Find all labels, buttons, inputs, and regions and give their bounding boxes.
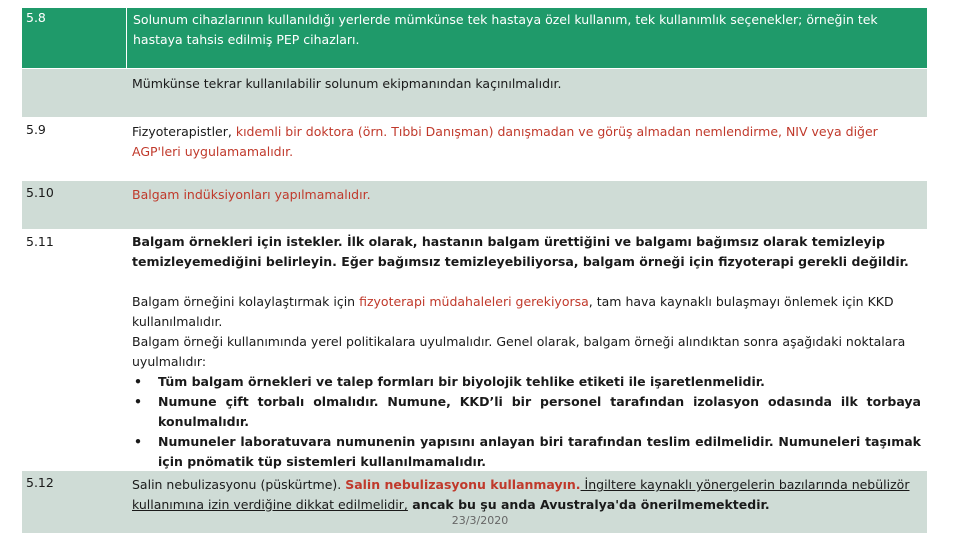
list-item <box>132 372 921 392</box>
list-item <box>132 392 921 432</box>
row-number: 5.9 <box>26 122 46 137</box>
table-row <box>22 230 927 471</box>
text-span: , tam hava kaynaklı bulaşmayı önlemek için KKD kullanılmalıdır. <box>132 294 894 329</box>
footer-date: 23/3/2020 <box>451 514 509 527</box>
bullet-icon: • <box>134 434 142 449</box>
row-number: 5.10 <box>26 185 54 200</box>
row-text: Mümkünse tekrar kullanılabilir solunum ekipmanından kaçınılmalıdır. <box>132 76 562 91</box>
guideline-table <box>22 8 927 534</box>
row-number: 5.8 <box>26 10 46 25</box>
table-row <box>22 118 927 181</box>
text-span: Balgam örneğini kolaylaştırmak için <box>132 294 360 309</box>
row-text <box>126 230 927 470</box>
list-item-text: Numune çift torbalı olmalıdır. Numune, KKD’li bir personel tarafından izolasyon odasında ilk torbaya konulmalıdır. <box>158 394 921 429</box>
list-item <box>132 432 921 472</box>
row-number: 5.12 <box>26 475 54 490</box>
row-text: Balgam indüksiyonları yapılmamalıdır. <box>132 187 371 202</box>
row-text-part: Fizyoterapistler, <box>132 124 236 139</box>
text-highlight: fizyoterapi müdahaleleri gerekiyorsa <box>359 294 589 309</box>
row-text-highlight: kıdemli bir doktora (örn. Tıbbi Danışman) danışmadan ve görüş almadan nemlendirme, NIV veya diğer AGP'leri uygulamamalıdır. <box>132 124 878 159</box>
paragraph: Balgam örnekleri için istekler. İlk olarak, hastanın balgam ürettiğini ve balgamı bağımsız olarak temizleyip temizleyemediğini belirleyin. Eğer bağımsız temizleyebiliyorsa, balgam örneği için fizyoterapi gerekli değildir. <box>132 234 909 269</box>
row-number: 5.11 <box>26 234 54 249</box>
list-item-text: Numuneler laboratuvara numunenin yapısını anlayan biri tarafından teslim edilmelidir. Numuneleri taşımak için pnömatik tüp sistemleri kullanılmamalıdır. <box>158 434 921 469</box>
bullet-icon: • <box>134 374 142 389</box>
text-underlined: İngiltere kaynaklı yönergelerin bazılarında nebülizör kullanımına izin verdiğine dikkat edilmelidir, <box>132 477 910 512</box>
bullet-icon: • <box>134 394 142 409</box>
row-text: Solunum cihazlarının kullanıldığı yerlerde mümkünse tek hastaya özel kullanım, tek kullanımlık seçenekler; örneğin tek hastaya tahsis edilmiş PEP cihazları. <box>126 8 927 68</box>
text-highlight: Salin nebulizasyonu kullanmayın. <box>345 477 581 492</box>
paragraph <box>132 292 921 332</box>
paragraph: Balgam örneği kullanımında yerel politikalara uyulmalıdır. Genel olarak, balgam örneği alındıktan sonra aşağıdaki noktalara uyulmalıdır: <box>132 334 906 369</box>
text-span: Salin nebulizasyonu (püskürtme). <box>132 477 346 492</box>
list-item-text: Tüm balgam örnekleri ve talep formları bir biyolojik tehlike etiketi ile işaretlenmelidir. <box>158 374 765 389</box>
table-row <box>22 69 927 118</box>
table-row <box>22 8 927 69</box>
text-bold: ancak bu şu anda Avustralya'da önerilmemektedir. <box>407 497 770 512</box>
row-text <box>126 118 927 180</box>
row-number <box>22 69 126 117</box>
table-row <box>22 181 927 230</box>
